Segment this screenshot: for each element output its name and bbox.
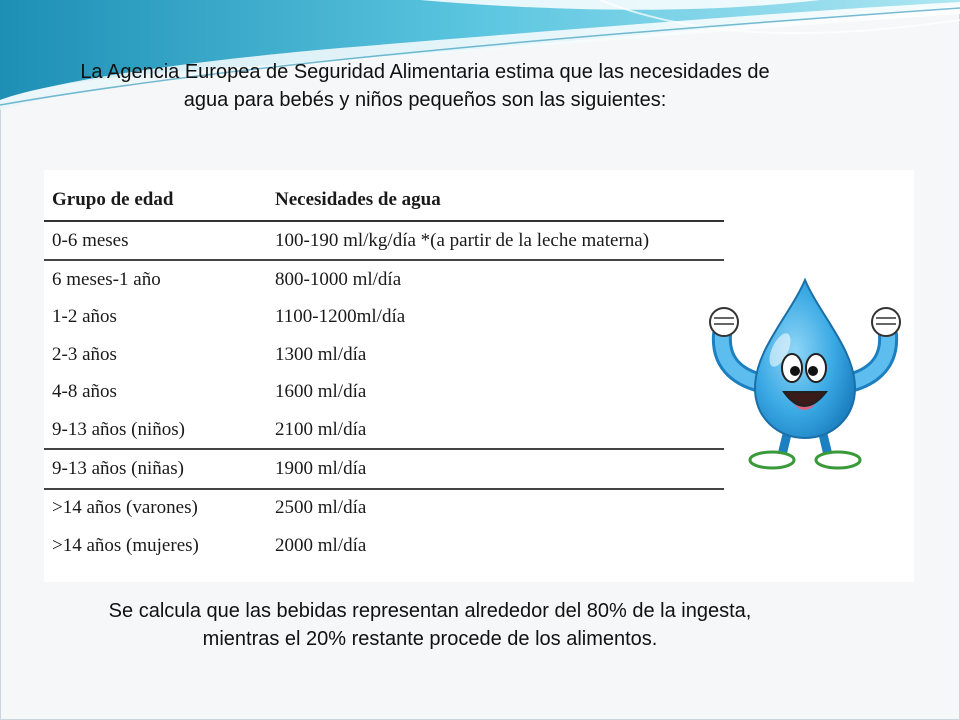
- table-row: [44, 374, 724, 411]
- water-cell: 2100 ml/día: [267, 411, 724, 449]
- water-cell: 1900 ml/día: [267, 449, 724, 488]
- water-cell: 1100-1200ml/día: [275, 306, 406, 328]
- age-cell: >14 años (mujeres): [52, 534, 199, 556]
- water-cell: 1600 ml/día: [275, 381, 367, 403]
- water-cell: 800-1000 ml/día: [275, 269, 402, 291]
- table-row: [44, 299, 724, 336]
- table-row: [44, 260, 724, 298]
- water-needs-table: [44, 180, 724, 565]
- age-cell: 9-13 años (niños): [44, 411, 267, 449]
- water-drop-mascot-icon: [700, 270, 910, 480]
- table-header-row: [44, 180, 724, 221]
- header-age: Grupo de edad: [44, 180, 267, 221]
- age-cell: 9-13 años (niñas): [44, 449, 267, 488]
- water-cell: 1300 ml/día: [275, 343, 367, 365]
- water-cell: 2000 ml/día: [275, 534, 367, 556]
- header-water: Necesidades de agua: [267, 180, 724, 221]
- table-row: [44, 411, 724, 449]
- table-row: [44, 221, 724, 260]
- footer-text: Se calcula que las bebidas representan alrededor del 80% de la ingesta, mientras el 20% restante procede de los alimentos.: [108, 600, 752, 650]
- age-cell: 4-8 años: [52, 381, 117, 403]
- age-cell: 2-3 años: [52, 343, 117, 365]
- age-cell: 6 meses-1 año: [52, 269, 161, 291]
- intro-text: La Agencia Europea de Seguridad Alimentaria estima que las necesidades de agua para bebés y niños pequeños son las siguientes:: [80, 61, 770, 111]
- water-cell: 2500 ml/día: [275, 497, 367, 519]
- table-row: [44, 489, 724, 527]
- table-row: [44, 449, 724, 488]
- age-cell: >14 años (varones): [52, 497, 198, 519]
- water-cell: 100-190 ml/kg/día *(a partir de la leche materna): [267, 221, 724, 260]
- age-cell: 1-2 años: [52, 306, 117, 328]
- age-cell: 0-6 meses: [44, 221, 267, 260]
- table-row: [44, 336, 724, 373]
- table-row: [44, 527, 724, 564]
